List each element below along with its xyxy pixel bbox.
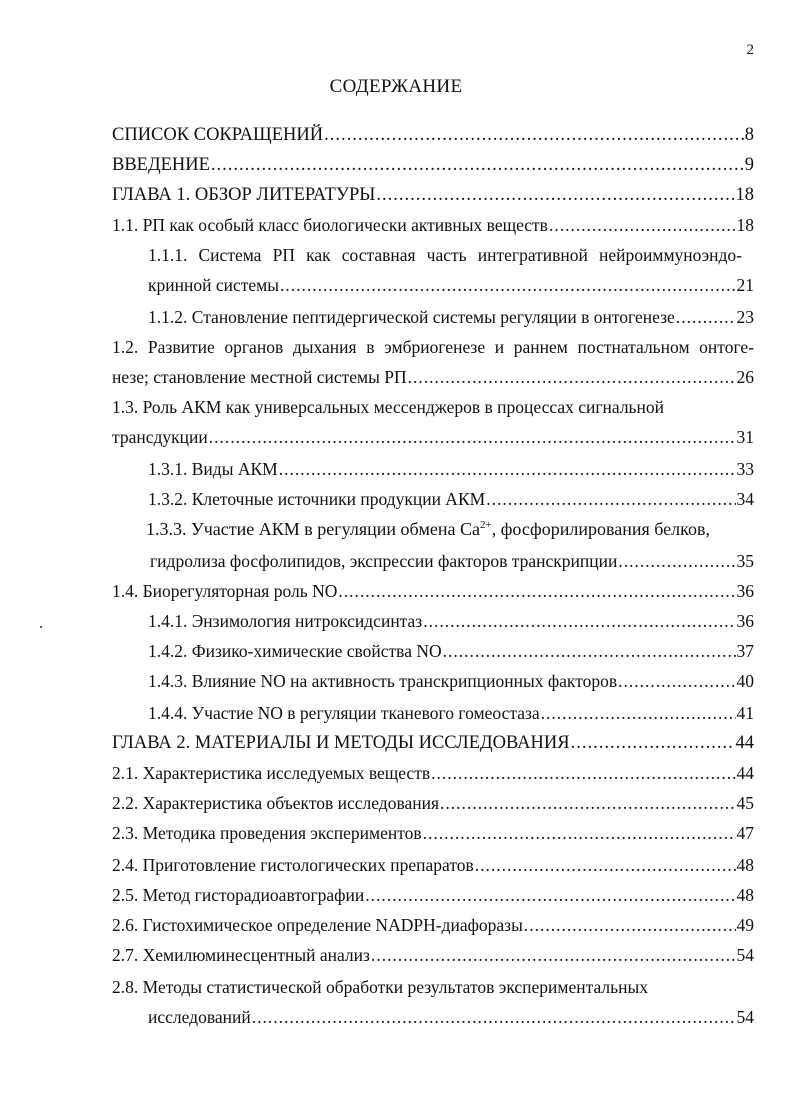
dot-leader	[618, 670, 735, 692]
toc-entry-2-6: 2.6. Гистохимическое определение NADPH-диафоразы ..... 49	[112, 914, 754, 936]
toc-entry-2-7: 2.7. Хемилюминесцентный анализ ..... 54	[112, 944, 754, 966]
toc-entry-1-3-3: гидролиза фосфолипидов, экспрессии факторов транскрипции ..... 35	[150, 550, 754, 572]
toc-entry-1-3-3-line1: 1.3.3. Участие АКМ в регуляции обмена $Ca^{2+}$, фосфорилирования белков,	[146, 519, 710, 539]
page-title: СОДЕРЖАНИЕ	[329, 76, 463, 97]
toc-entry-1-3-line1: 1.3. Роль АКМ как универсальных мессенджеров в процессах сигнальной	[112, 397, 665, 417]
dot-leader	[365, 884, 735, 906]
scan-speck	[40, 626, 42, 628]
dot-leader	[440, 792, 735, 814]
toc-entry-1-1-1: кринной системы ..... 21	[148, 274, 754, 296]
dot-leader	[571, 732, 735, 754]
dot-leader	[279, 458, 736, 480]
dot-leader	[211, 154, 744, 176]
dot-leader	[324, 124, 744, 146]
dot-leader	[376, 184, 734, 206]
toc-entry-1-3-2: 1.3.2. Клеточные источники продукции АКМ ..... 34	[148, 488, 754, 510]
dot-leader	[280, 274, 736, 296]
dot-leader	[252, 1006, 736, 1028]
toc-entry-2-8-line1: 2.8. Методы статистической обработки результатов экспериментальных	[112, 977, 648, 997]
page-number: 2	[746, 42, 754, 58]
dot-leader	[423, 610, 735, 632]
toc-entry-2-8: исследований ..... 54	[148, 1006, 754, 1028]
toc-entry-1-4-3: 1.4.3. Влияние NO на активность транскрипционных факторов ..... 40	[148, 670, 754, 692]
toc-entry-chapter-1: ГЛАВА 1. ОБЗОР ЛИТЕРАТУРЫ ..... 18	[112, 184, 754, 206]
toc-entry-2-1: 2.1. Характеристика исследуемых веществ ..... 44	[112, 762, 754, 784]
dot-leader	[524, 914, 736, 936]
toc-entry-1-4-2: 1.4.2. Физико-химические свойства NO ..... 37	[148, 640, 754, 662]
toc-entry-1-2-line1: 1.2. Развитие органов дыхания в эмбриогенезе и раннем постнатальном онтоге-	[112, 337, 754, 357]
toc-entry-1-1-2: 1.1.2. Становление пептидергической системы регуляции в онтогенезе ..... 23	[148, 306, 754, 328]
toc-entry-1-1: 1.1. РП как особый класс биологически активных веществ ..... 18	[112, 214, 754, 236]
toc-entry-2-3: 2.3. Методика проведения экспериментов ..... 47	[112, 822, 754, 844]
toc-entry-2-2: 2.2. Характеристика объектов исследования ..... 45	[112, 792, 754, 814]
superscript: 2+	[480, 519, 492, 531]
dot-leader	[338, 580, 735, 602]
toc-entry-1-3-1: 1.3.1. Виды АКМ ..... 33	[148, 458, 754, 480]
dot-leader	[423, 822, 736, 844]
toc-entry-chapter-2: ГЛАВА 2. МАТЕРИАЛЫ И МЕТОДЫ ИССЛЕДОВАНИЯ ..... 44	[112, 732, 754, 754]
dot-leader	[431, 762, 735, 784]
toc-entry-2-4: 2.4. Приготовление гистологических препаратов ..... 48	[112, 854, 754, 876]
dot-leader	[549, 214, 736, 236]
dot-leader	[408, 366, 736, 388]
toc-entry-1-1-1-line1: 1.1.1. Система РП как составная часть интегративной нейроиммуноэндо-	[148, 245, 742, 265]
dot-leader	[209, 426, 736, 448]
toc-entry-1-4-4: 1.4.4. Участие NO в регуляции тканевого гомеостаза ..... 41	[148, 702, 754, 724]
dot-leader	[486, 488, 735, 510]
dot-leader	[541, 702, 736, 724]
toc-entry-1-4-1: 1.4.1. Энзимология нитроксидсинтаз ..... 36	[148, 610, 754, 632]
dot-leader	[676, 306, 736, 328]
toc-entry-1-2: незе; становление местной системы РП ..... 26	[112, 366, 754, 388]
toc-entry-1-4: 1.4. Биорегуляторная роль NO ..... 36	[112, 580, 754, 602]
dot-leader	[443, 640, 736, 662]
toc-entry-1-3: трансдукции ..... 31	[112, 426, 754, 448]
toc-entry-2-5: 2.5. Метод гисторадиоавтографии ..... 48	[112, 884, 754, 906]
dot-leader	[618, 550, 735, 572]
toc-entry-abbreviations: СПИСОК СОКРАЩЕНИЙ ..... 8	[112, 124, 754, 146]
dot-leader	[371, 944, 736, 966]
toc-entry-introduction: ВВЕДЕНИЕ ..... 9	[112, 154, 754, 176]
dot-leader	[475, 854, 736, 876]
